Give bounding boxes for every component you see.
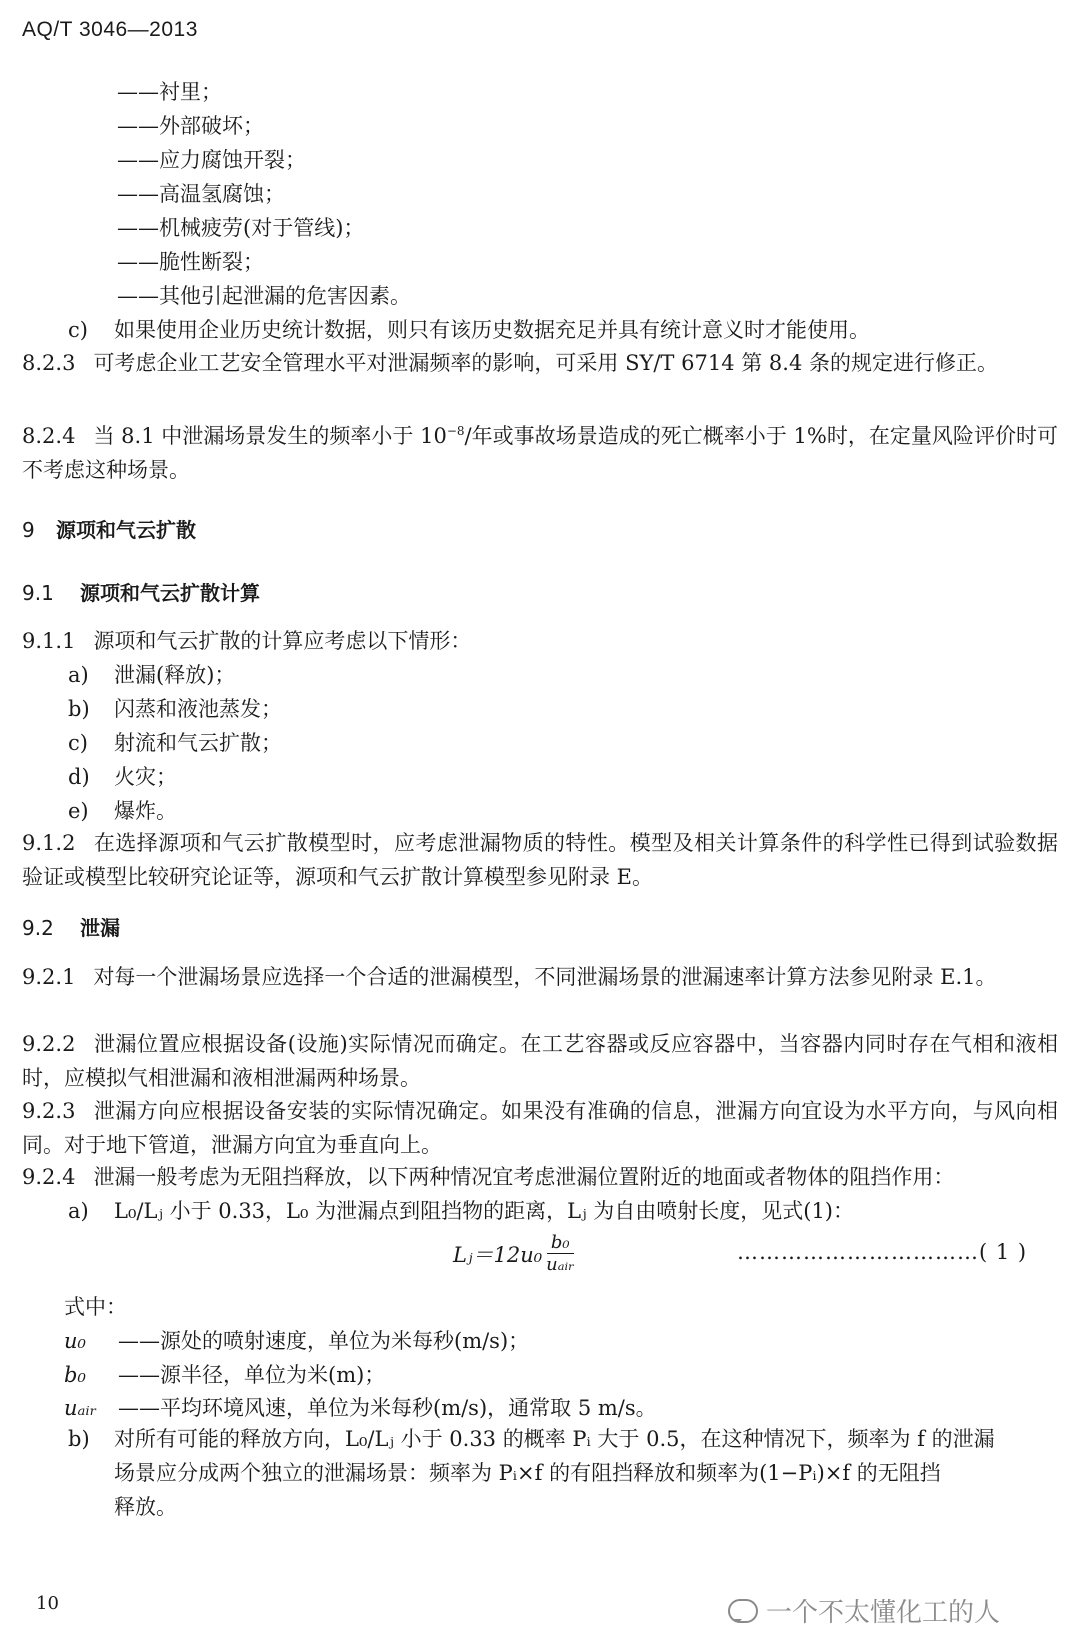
- list-item: ——脆性断裂；: [117, 250, 264, 274]
- symbol-row: [64, 1391, 657, 1425]
- formula-lhs: Lⱼ＝12u₀: [453, 1242, 543, 1267]
- formula-number: [737, 1240, 1027, 1264]
- section-heading: [22, 577, 260, 606]
- item-text: 火灾；: [114, 765, 177, 789]
- section-number: 9.1: [22, 581, 54, 605]
- list-item: ——应力腐蚀开裂；: [117, 148, 306, 172]
- symbol-row: [64, 1358, 385, 1392]
- list-item: [68, 692, 282, 726]
- clause-9-1-1: [22, 624, 471, 658]
- clause-9-2-1: [22, 960, 1058, 994]
- item-label: c): [68, 731, 88, 755]
- list-item: ——机械疲劳(对于管线)；: [117, 216, 365, 240]
- chapter-number: 9: [22, 518, 35, 542]
- formula-denominator: uₐᵢᵣ: [546, 1254, 575, 1275]
- clause-text: 泄漏一般考虑为无阻挡释放，以下两种情况宜考虑泄漏位置附近的地面或者物体的阻挡作用：: [93, 1165, 955, 1189]
- watermark: [728, 1592, 1000, 1629]
- symbol-desc: ——源处的喷射速度，单位为米每秒(m/s)；: [118, 1329, 530, 1353]
- clause-number: 8.2.4: [22, 424, 76, 448]
- clause-number: 9.1.2: [22, 831, 76, 855]
- section-number: 9.2: [22, 916, 54, 940]
- page-number: 10: [36, 1593, 59, 1614]
- item-text: 对所有可能的释放方向，L₀/Lⱼ 小于 0.33 的概率 Pᵢ 大于 0.5，在这种情况下，频率为 f 的泄漏: [114, 1427, 995, 1451]
- standard-code: AQ/T 3046—2013: [22, 18, 198, 41]
- item-label: b): [68, 1427, 90, 1451]
- clause-text: 泄漏方向应根据设备安装的实际情况确定。如果没有准确的信息，泄漏方向宜设为水平方向，与风向相同。对于地下管道，泄漏方向宜为垂直向上。: [22, 1099, 1058, 1157]
- item-text: 闪蒸和液池蒸发；: [114, 697, 282, 721]
- list-item-b: [68, 1422, 995, 1456]
- watermark-text: 一个不太懂化工的人: [766, 1598, 1001, 1628]
- symbol-desc: ——源半径，单位为米(m)；: [118, 1363, 386, 1387]
- clause-number: 9.2.4: [22, 1165, 76, 1189]
- list-item: [68, 760, 177, 794]
- symbol: b₀: [64, 1363, 86, 1387]
- clause-text: 当 8.1 中泄漏场景发生的频率小于 10: [93, 424, 447, 448]
- clause-number: 9.2.1: [22, 965, 76, 989]
- list-item: ——外部破坏；: [117, 114, 264, 138]
- item-text: 射流和气云扩散；: [114, 731, 282, 755]
- item-label: d): [68, 765, 90, 789]
- item-label: c): [68, 318, 88, 342]
- clause-8-2-3: [22, 346, 1058, 380]
- chat-bubble-icon: [728, 1599, 758, 1623]
- item-label: b): [68, 697, 90, 721]
- section-heading: [22, 912, 120, 941]
- clause-8-2-4: [22, 414, 1058, 487]
- leader-dots: ……………………………: [737, 1240, 979, 1264]
- clause-9-2-4: [22, 1160, 954, 1194]
- formula-fraction: [546, 1232, 574, 1275]
- item-label: a): [68, 663, 89, 687]
- formula-numerator: b₀: [547, 1232, 574, 1254]
- section-title: 泄漏: [80, 916, 120, 940]
- where-label: 式中：: [64, 1295, 127, 1319]
- chapter-title: 源项和气云扩散: [56, 518, 196, 542]
- clause-text: 泄漏位置应根据设备(设施)实际情况而确定。在工艺容器或反应容器中，当容器内同时存在气相和液相时，应模拟气相泄漏和液相泄漏两种场景。: [22, 1032, 1058, 1090]
- clause-number: 8.2.3: [22, 351, 76, 375]
- clause-text: 可考虑企业工艺安全管理水平对泄漏频率的影响，可采用 SY/T 6714 第 8.4 条的规定进行修正。: [93, 351, 998, 375]
- list-item-c: [68, 313, 870, 347]
- clause-number: 9.1.1: [22, 629, 76, 653]
- item-text-cont: 释放。: [114, 1495, 177, 1519]
- item-text: 泄漏(释放)；: [114, 663, 236, 687]
- clause-number: 9.2.2: [22, 1032, 76, 1056]
- list-item: ——高温氢腐蚀；: [117, 182, 285, 206]
- list-item: ——衬里；: [117, 80, 222, 104]
- symbol: u₀: [64, 1329, 86, 1353]
- list-item: ——其他引起泄漏的危害因素。: [117, 284, 411, 308]
- chapter-heading: [22, 514, 196, 543]
- list-item-a: [68, 1194, 854, 1228]
- item-label: e): [68, 799, 89, 823]
- equation-number: ( 1 ): [979, 1240, 1028, 1264]
- clause-text: 源项和气云扩散的计算应考虑以下情形：: [93, 629, 472, 653]
- item-text: 如果使用企业历史统计数据，则只有该历史数据充足并具有统计意义时才能使用。: [114, 318, 870, 342]
- clause-9-2-3: [22, 1094, 1058, 1162]
- section-title: 源项和气云扩散计算: [80, 581, 260, 605]
- list-item: [68, 726, 282, 760]
- clause-text: 在选择源项和气云扩散模型时，应考虑泄漏物质的特性。模型及相关计算条件的科学性已得到试验数据验证或模型比较研究论证等，源项和气云扩散计算模型参见附录 E。: [22, 831, 1058, 889]
- item-text: 爆炸。: [114, 799, 177, 823]
- item-label: a): [68, 1199, 89, 1223]
- clause-text: 对每一个泄漏场景应选择一个合适的泄漏模型，不同泄漏场景的泄漏速率计算方法参见附录 E.1。: [93, 965, 997, 989]
- exponent: −8: [446, 424, 465, 438]
- clause-9-2-2: [22, 1027, 1058, 1095]
- item-text-cont: 场景应分成两个独立的泄漏场景：频率为 Pᵢ×f 的有阻挡释放和频率为(1−Pᵢ)×f 的无阻挡: [114, 1461, 941, 1485]
- list-item: [68, 794, 177, 828]
- symbol: uₐᵢᵣ: [64, 1396, 97, 1420]
- clause-9-1-2: [22, 826, 1058, 894]
- item-text: L₀/Lⱼ 小于 0.33，L₀ 为泄漏点到阻挡物的距离，Lⱼ 为自由喷射长度，见式(1)：: [114, 1199, 854, 1223]
- symbol-desc: ——平均环境风速，单位为米每秒(m/s)，通常取 5 m/s。: [118, 1396, 657, 1420]
- clause-number: 9.2.3: [22, 1099, 76, 1123]
- clause-text-cont: /年或事故场景造成的死亡概率小于 1%时，在定量风险评价时可不考虑这种场景。: [22, 424, 1058, 482]
- list-item: [68, 658, 235, 692]
- formula-1: [453, 1232, 574, 1275]
- symbol-row: [64, 1324, 529, 1358]
